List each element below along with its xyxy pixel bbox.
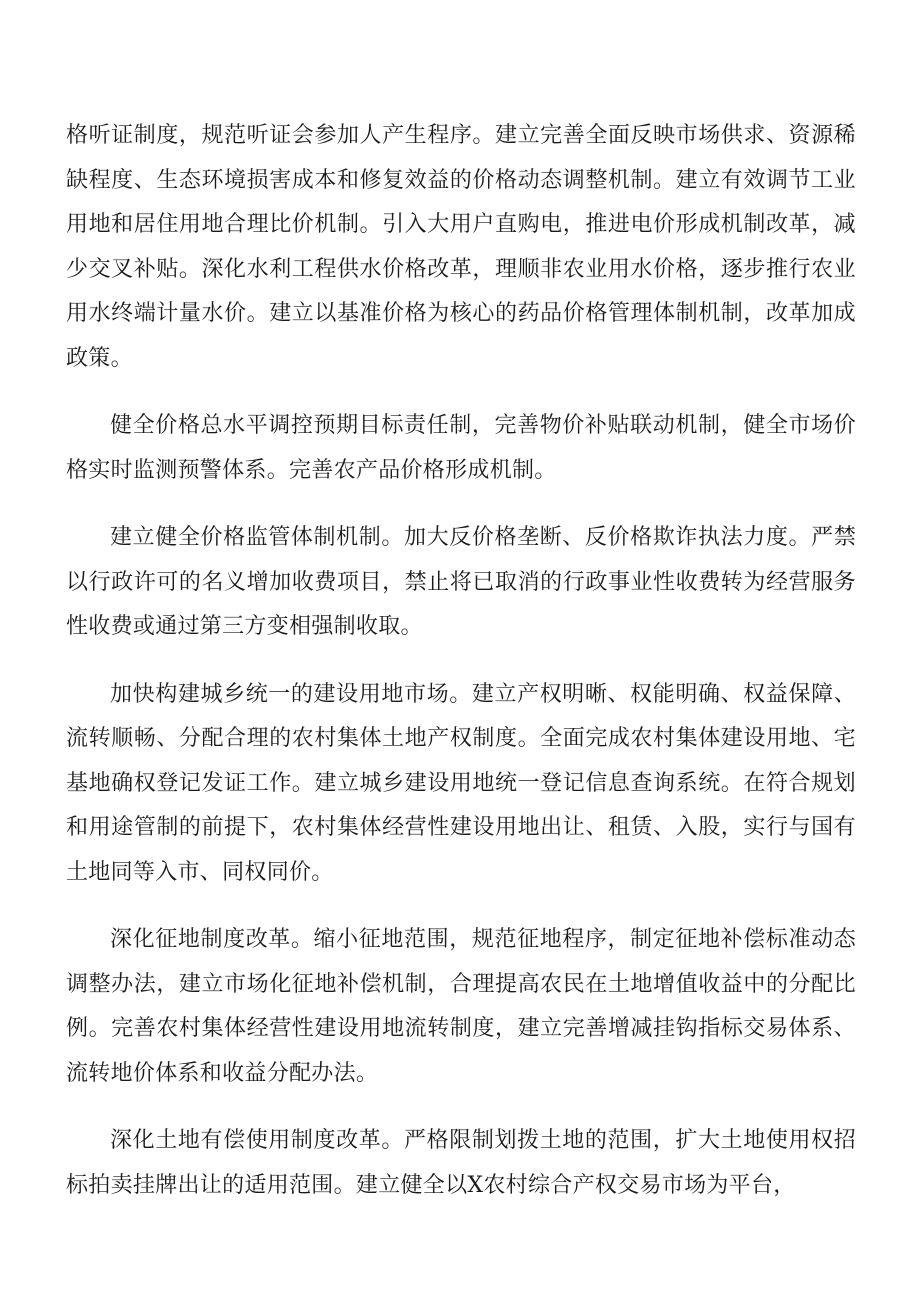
paragraph-2: 健全价格总水平调控预期目标责任制，完善物价补贴联动机制，健全市场价格实时监测预警体系。完善农产品价格形成机制。 — [66, 413, 856, 483]
paragraph-3: 建立健全价格监管体制机制。加大反价格垄断、反价格欺诈执法力度。严禁以行政许可的名义增加收费项目，禁止将已取消的行政事业性收费转为经营服务性收费或通过第三方变相强制收取。 — [66, 525, 856, 639]
paragraph-4: 加快构建城乡统一的建设用地市场。建立产权明晰、权能明确、权益保障、流转顺畅、分配合理的农村集体土地产权制度。全面完成农村集体建设用地、宅基地确权登记发证工作。建立城乡建设用地统一登记信息查询系统。在符合规划和用途管制的前提下，农村集体经营性建设用地出让、租赁、入股，实行与国有土地同等入市、同权同价。 — [66, 681, 856, 885]
paragraph-1: 格听证制度，规范听证会参加人产生程序。建立完善全面反映市场供求、资源稀缺程度、生态环境损害成本和修复效益的价格动态调整机制。建立有效调节工业用地和居住用地合理比价机制。引入大用户直购电，推进电价形成机制改革，减少交叉补贴。深化水利工程供水价格改革，理顺非农业用水价格，逐步推行农业用水终端计量水价。建立以基准价格为核心的药品价格管理体制机制，改革加成政策。 — [66, 123, 856, 371]
document-body — [66, 114, 856, 1231]
paragraph-6: 深化土地有偿使用制度改革。严格限制划拨土地的范围，扩大土地使用权招标拍卖挂牌出让的适用范围。建立健全以X农村综合产权交易市场为平台， — [66, 1128, 856, 1198]
paragraph-5: 深化征地制度改革。缩小征地范围，规范征地程序，制定征地补偿标准动态调整办法，建立市场化征地补偿机制，合理提高农民在土地增值收益中的分配比例。完善农村集体经营性建设用地流转制度，建立完善增减挂钩指标交易体系、流转地价体系和收益分配办法。 — [66, 927, 856, 1086]
